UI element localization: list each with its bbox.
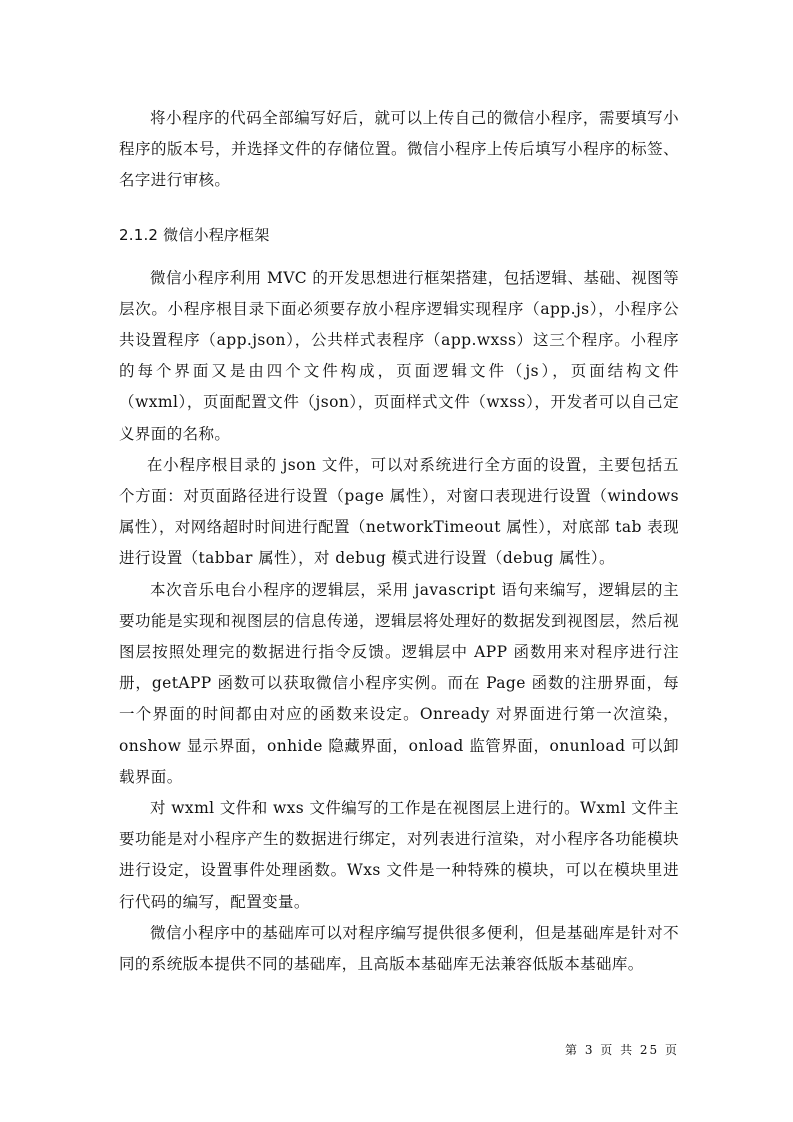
body-paragraph-mvc: 微信小程序利用 MVC 的开发思想进行框架搭建，包括逻辑、基础、视图等层次。小程序根目录下面必须要存放小程序逻辑实现程序（app.js），小程序公共设置程序（app.json），公共样式表程序（app.wxss）这三个程序。小程序的每个界面又是由四个文件构成，页面逻辑文件（js），页面结构文件（wxml），页面配置文件（json），页面样式文件（wxss），开发者可以自己定义界面的名称。 <box>119 268 679 443</box>
section-heading: 2.1.2 微信小程序框架 <box>119 225 270 244</box>
body-paragraph-view-layer: 对 wxml 文件和 wxs 文件编写的工作是在视图层上进行的。Wxml 文件主要功能是对小程序产生的数据进行绑定，对列表进行渲染，对小程序各功能模块进行设定，设置事件处理函数。Wxs 文件是一种特殊的模块，可以在模块里进行代码的编写，配置变量。 <box>119 799 679 911</box>
page-content <box>119 103 679 980</box>
body-paragraph-base-library: 微信小程序中的基础库可以对程序编写提供很多便利，但是基础库是针对不同的系统版本提供不同的基础库，且高版本基础库无法兼容低版本基础库。 <box>119 923 679 974</box>
body-paragraph-logic-layer: 本次音乐电台小程序的逻辑层，采用 javascript 语句来编写，逻辑层的主要功能是实现和视图层的信息传递，逻辑层将处理好的数据发到视图层，然后视图层按照处理完的数据进行指令反馈。逻辑层中 APP 函数用来对程序进行注册，getAPP 函数可以获取微信小程序实例。而在 Page 函数的注册界面，每一个界面的时间都由对应的函数来设定。Onready 对界面进行第一次渲染，onshow 显示界面，onhide 隐藏界面，onload 监管界面，onunload 可以卸载界面。 <box>119 580 679 786</box>
page-number-footer: 第 3 页 共 25 页 <box>565 1043 679 1057</box>
body-paragraph-json-config: 在小程序根目录的 json 文件，可以对系统进行全方面的设置，主要包括五个方面：对页面路径进行设置（page 属性），对窗口表现进行设置（windows 属性），对网络超时时间进行配置（networkTimeout 属性），对底部 tab 表现进行设置（tabbar 属性），对 debug 模式进行设置（debug 属性）。 <box>119 455 679 568</box>
intro-paragraph: 将小程序的代码全部编写好后，就可以上传自己的微信小程序，需要填写小程序的版本号，并选择文件的存储位置。微信小程序上传后填写小程序的标签、名字进行审核。 <box>119 109 679 190</box>
